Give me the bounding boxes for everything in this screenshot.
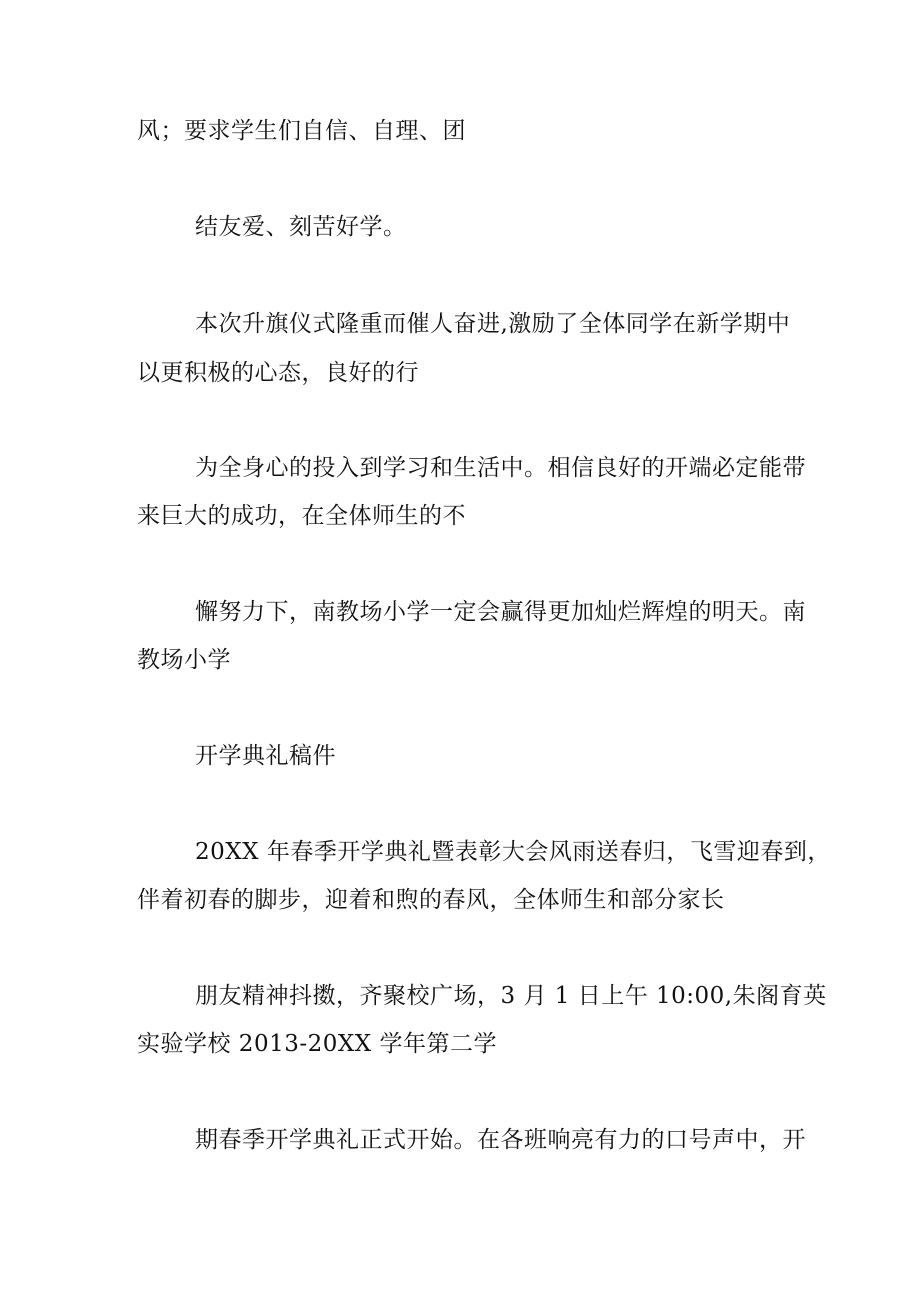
text-line-4: 以更积极的心态，良好的行 <box>137 360 419 386</box>
section-title: 开学典礼稿件 <box>195 743 336 769</box>
text-line-13: 实验学校 2013-20XX 学年第二学 <box>137 1031 497 1057</box>
text-line-6: 来巨大的成功，在全体师生的不 <box>137 503 466 529</box>
text-line-5: 为全身心的投入到学习和生活中。相信良好的开端必定能带 <box>195 455 806 481</box>
text-line-3: 本次升旗仪式隆重而催人奋进,激励了全体同学在新学期中 <box>195 311 791 337</box>
text-line-12: 朋友精神抖擞，齐聚校广场，3 月 1 日上午 10:00,朱阁育英 <box>195 983 827 1009</box>
text-line-11: 伴着初春的脚步，迎着和煦的春风，全体师生和部分家长 <box>137 887 725 913</box>
text-line-1: 风；要求学生们自信、自理、团 <box>137 118 466 144</box>
text-line-8: 教场小学 <box>137 647 231 673</box>
text-line-10: 20XX 年春季开学典礼暨表彰大会风雨送春归，飞雪迎春到， <box>195 839 831 865</box>
text-line-7: 懈努力下，南教场小学一定会赢得更加灿烂辉煌的明天。南 <box>195 599 806 625</box>
text-line-2: 结友爱、刻苦好学。 <box>195 214 407 240</box>
text-line-14: 期春季开学典礼正式开始。在各班响亮有力的口号声中，开 <box>195 1127 806 1153</box>
